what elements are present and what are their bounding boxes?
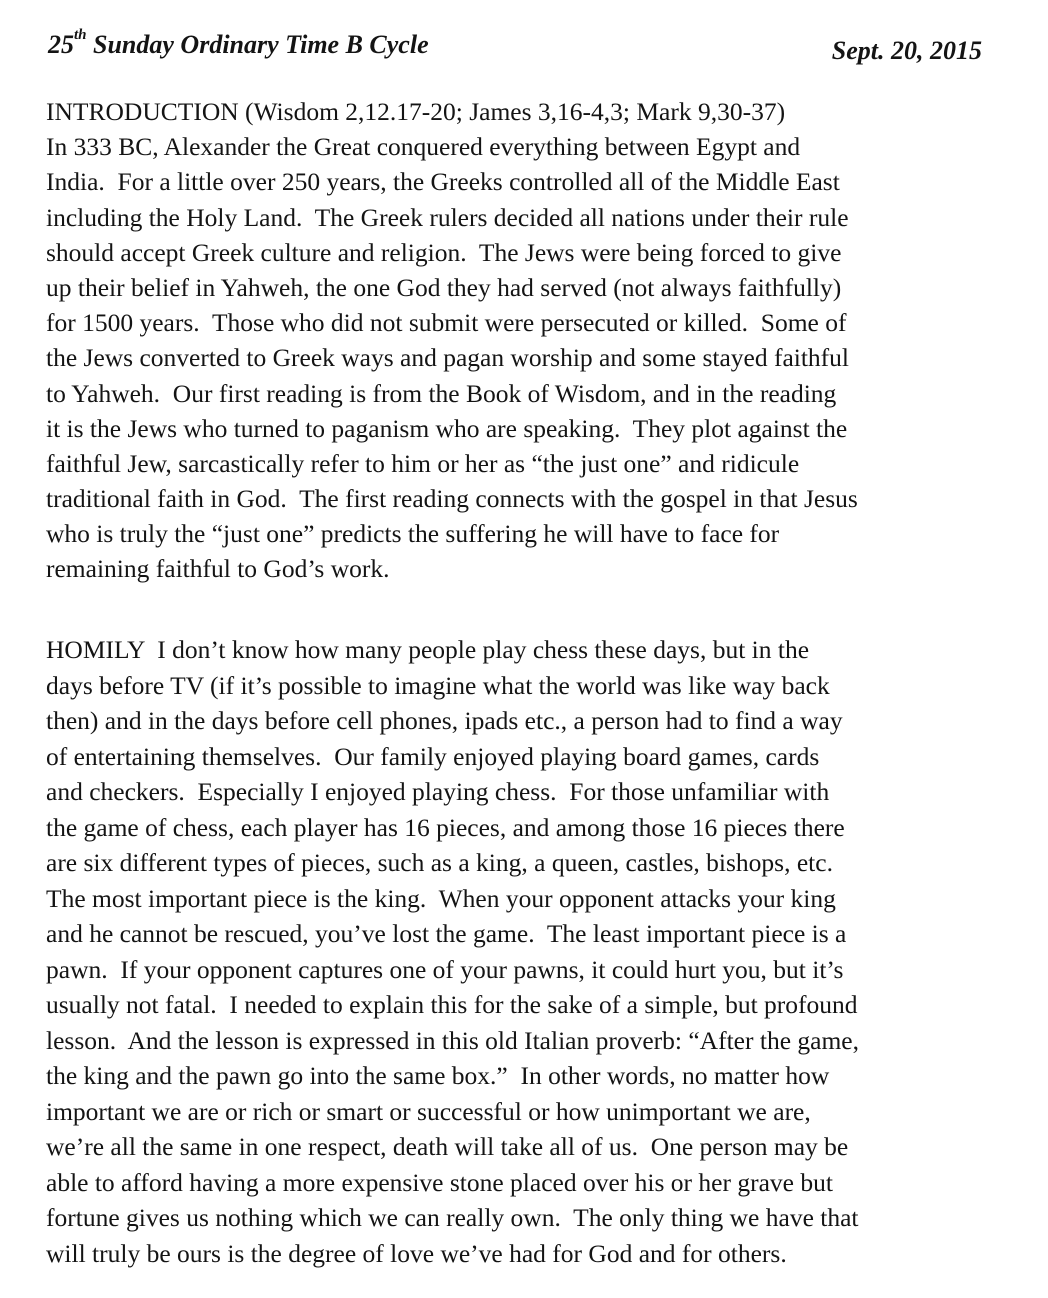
homily-line: able to afford having a more expensive stone placed over his or her grave but (46, 1167, 833, 1197)
introduction-line: to Yahweh. Our first reading is from the Book of Wisdom, and in the reading (46, 378, 837, 408)
introduction-line: INTRODUCTION (Wisdom 2,12.17-20; James 3,16-4,3; Mark 9,30-37) (46, 97, 786, 126)
homily-line: fortune gives us nothing which we can really own. The only thing we have that (46, 1203, 859, 1232)
homily-line: important we are or rich or smart or successful or how unimportant we are, (46, 1096, 811, 1126)
introduction-line: up their belief in Yahweh, the one God they had served (not always faithfully) (46, 272, 842, 302)
homily-line: pawn. If your opponent captures one of your pawns, it could hurt you, but it’s (46, 954, 844, 984)
introduction-line: traditional faith in God. The first reading connects with the gospel in that Jesus (46, 484, 858, 514)
homily-line: will truly be ours is the degree of love we’ve had for God and for others. (46, 1238, 787, 1268)
homily-line: HOMILY I don’t know how many people play chess these days, but in the (46, 635, 810, 664)
introduction-section (46, 94, 1026, 587)
introduction-line: including the Holy Land. The Greek rulers decided all nations under their rule (46, 202, 849, 232)
page-date: Sept. 20, 2015 (831, 36, 982, 65)
homily-line: and he cannot be rescued, you’ve lost the game. The least important piece is a (46, 919, 847, 948)
introduction-line: for 1500 years. Those who did not submit were persecuted or killed. Some of (46, 308, 847, 338)
introduction-line: it is the Jews who turned to paganism who are speaking. They plot against the (46, 413, 848, 443)
homily-line: the king and the pawn go into the same box.” In other words, no matter how (46, 1061, 830, 1090)
homily-line: and checkers. Especially I enjoyed playing chess. For those unfamiliar with (46, 777, 830, 806)
title-text: Sunday Ordinary Time B Cycle (86, 30, 429, 59)
homily-line: of entertaining themselves. Our family enjoyed playing board games, cards (46, 741, 820, 771)
introduction-line: remaining faithful to God’s work. (46, 554, 390, 584)
introduction-line: should accept Greek culture and religion. The Jews were being forced to give (46, 237, 842, 267)
homily-line: the game of chess, each player has 16 pieces, and among those 16 pieces there (46, 812, 845, 842)
introduction-line: In 333 BC, Alexander the Great conquered everything between Egypt and (46, 132, 801, 162)
homily-line: lesson. And the lesson is expressed in this old Italian proverb: “After the game, (46, 1025, 859, 1055)
homily-line: we’re all the same in one respect, death will take all of us. One person may be (46, 1132, 849, 1161)
title-ordinal: 25 (48, 30, 74, 59)
introduction-line: India. For a little over 250 years, the Greeks controlled all of the Middle East (46, 167, 840, 197)
homily-line: are six different types of pieces, such as a king, a queen, castles, bishops, etc. (46, 848, 833, 877)
title-ordinal-suffix: th (74, 27, 87, 44)
introduction-line: who is truly the “just one” predicts the suffering he will have to face for (46, 519, 780, 549)
page-title (48, 27, 429, 60)
homily-line: days before TV (if it’s possible to imagine what the world was like way back (46, 670, 830, 700)
homily-section (46, 632, 1026, 1271)
page-header (48, 22, 988, 66)
introduction-line: faithful Jew, sarcastically refer to him or her as “the just one” and ridicule (46, 448, 800, 478)
introduction-line: the Jews converted to Greek ways and pagan worship and some stayed faithful (46, 343, 850, 373)
homily-line: The most important piece is the king. When your opponent attacks your king (46, 883, 836, 913)
homily-line: usually not fatal. I needed to explain this for the sake of a simple, but profound (46, 990, 858, 1019)
homily-line: then) and in the days before cell phones, ipads etc., a person had to find a way (46, 706, 843, 735)
